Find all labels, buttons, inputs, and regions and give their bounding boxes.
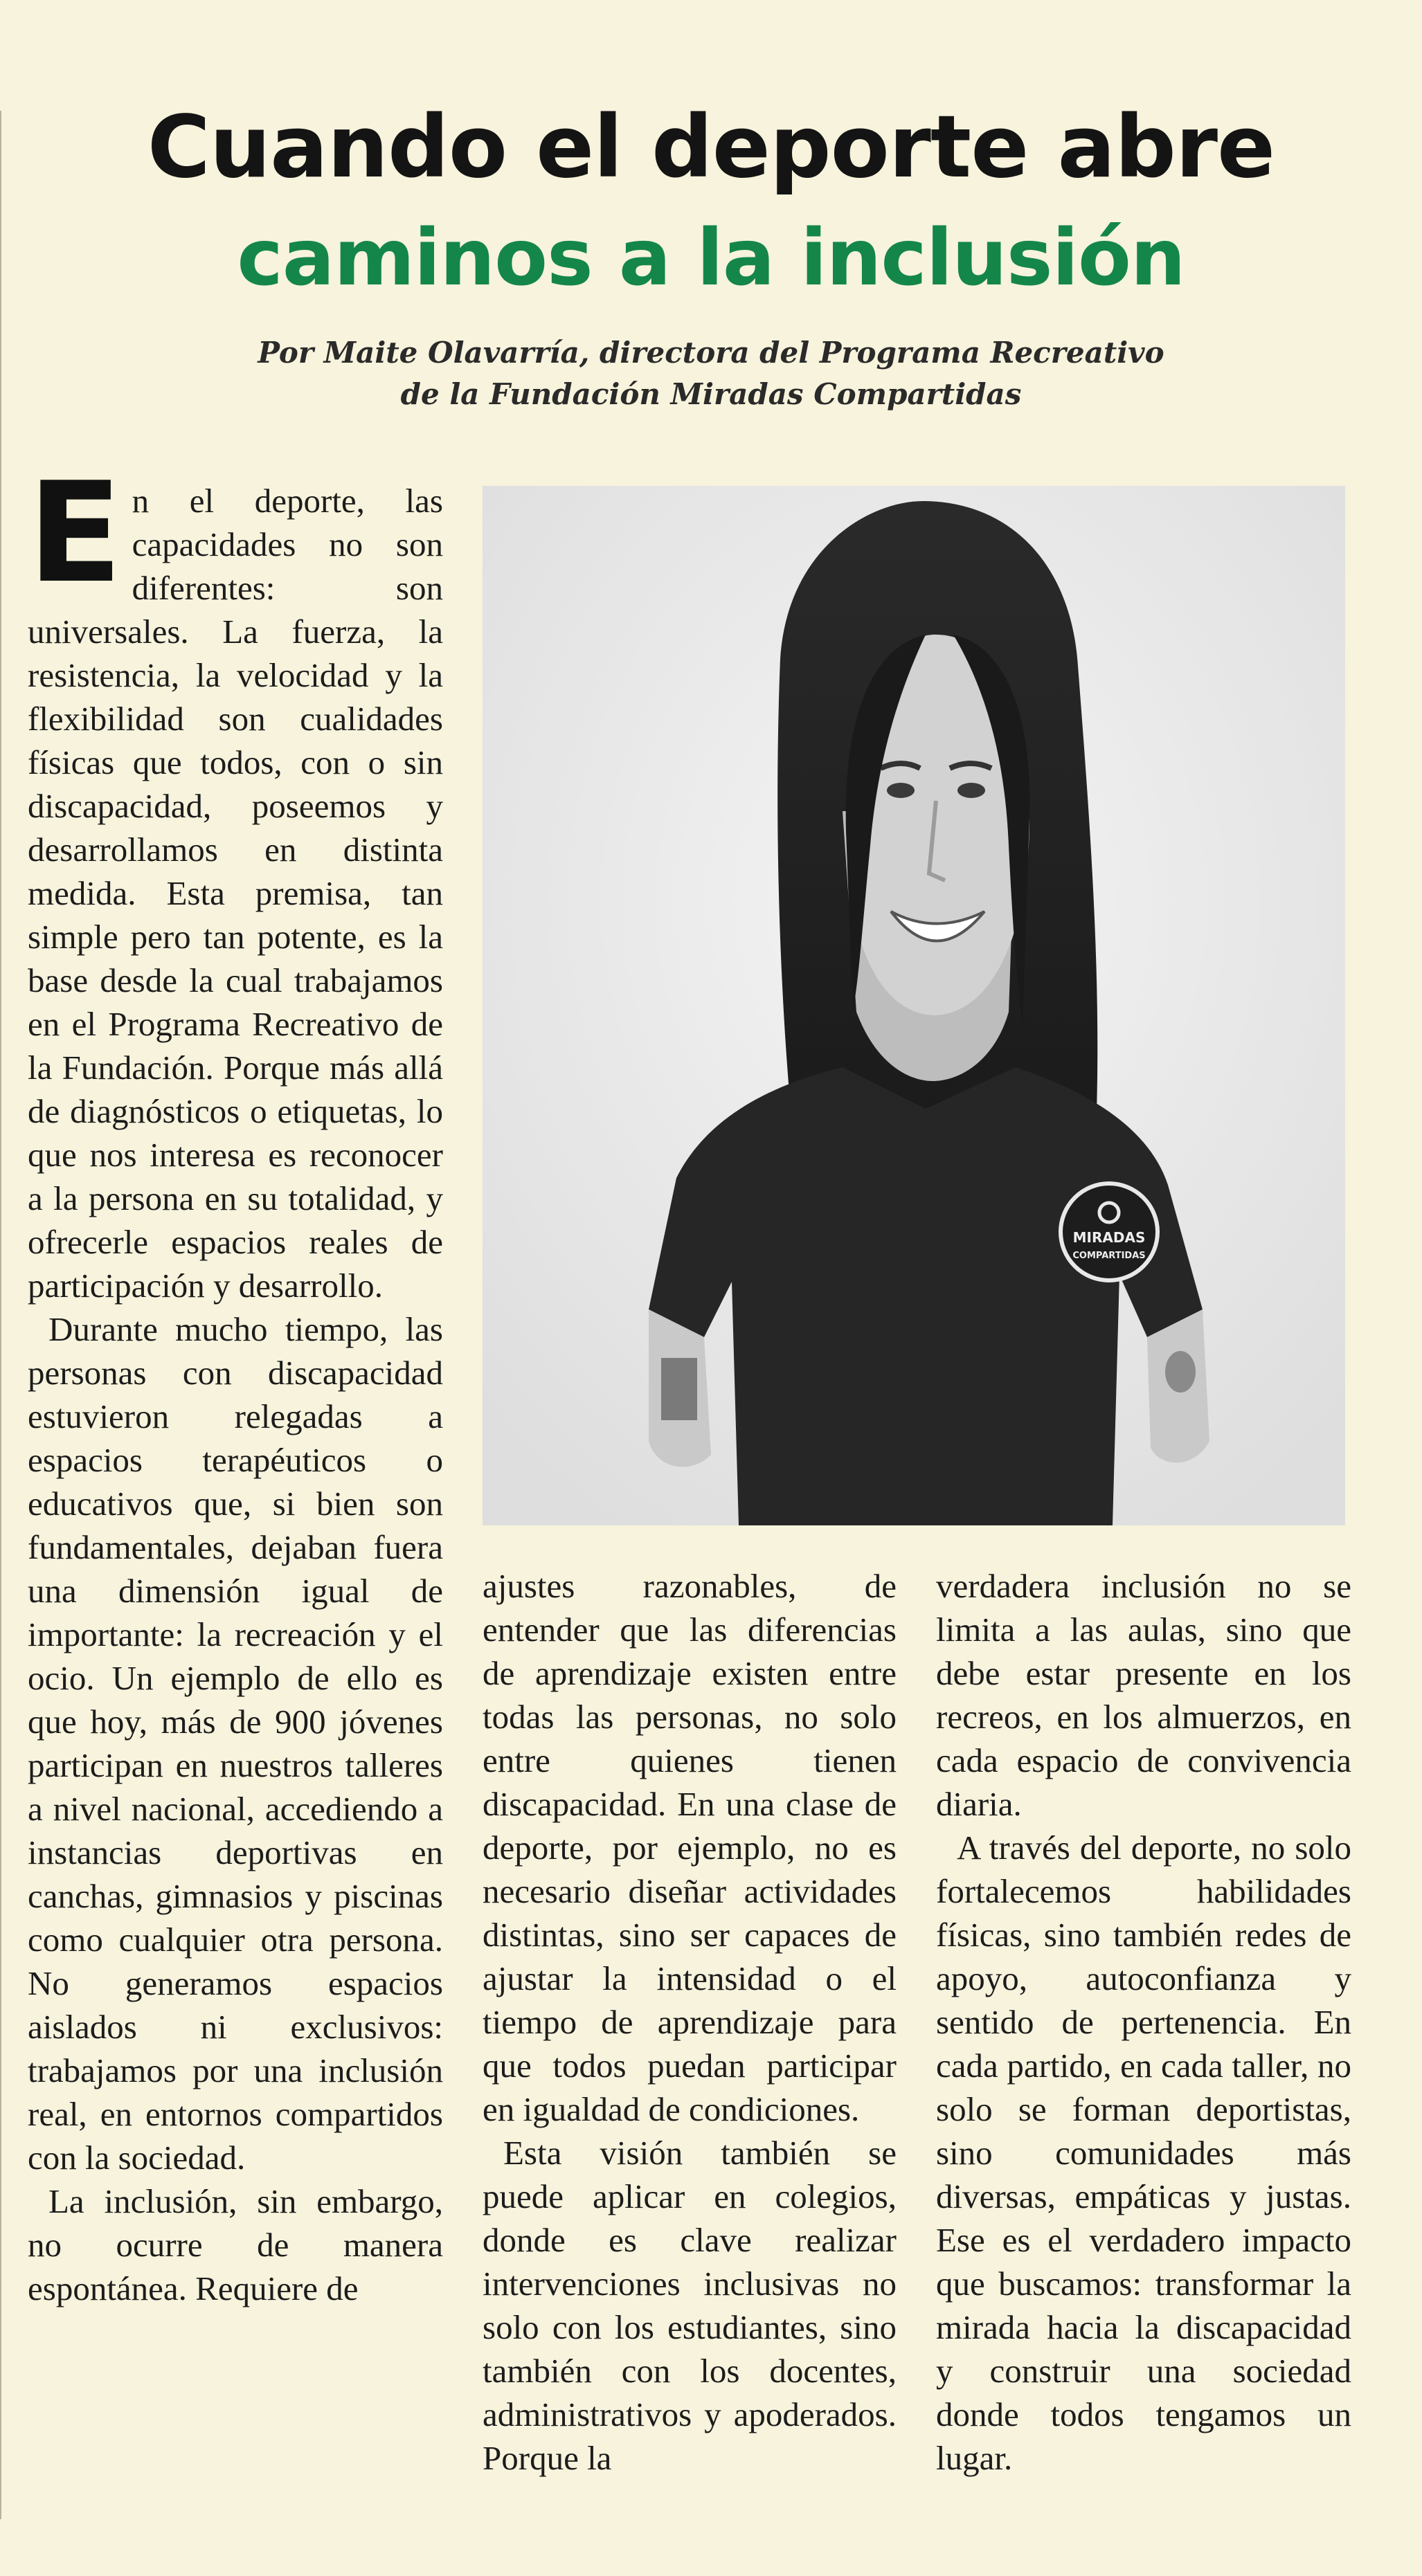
shirt-logo-line-2: COMPARTIDAS xyxy=(1072,1251,1146,1261)
byline-line-1: Por Maite Olavarría, directora del Programa Recreativo xyxy=(258,336,1164,370)
portrait-illustration xyxy=(483,486,1345,1525)
article-column-3 xyxy=(936,1564,1351,2480)
article-column-2 xyxy=(483,1564,897,2480)
paragraph: verdadera inclusión no se limita a las aulas, sino que debe estar presente en los recreos, en los almuerzos, en cada espacio de convivencia diaria. xyxy=(936,1567,1351,1823)
paragraph: A través del deporte, no solo fortalecemos habilidades físicas, sino también redes de apoyo, autoconfianza y sentido de pertenencia. En cada partido, en cada taller, no solo se forman deportistas, sino comunidades más diversas, empáticas y justas. Ese es el verdadero impacto que buscamos: transformar la mirada hacia la discapacidad y construir una sociedad donde todos tengamos un lugar. xyxy=(936,1829,1351,2477)
article-column-1 xyxy=(28,453,443,2310)
paragraph: ajustes razonables, de entender que las diferencias de aprendizaje existen entre todas las personas, no solo entre quienes tienen discapacidad. En una clase de deporte, por ejemplo, no es necesario diseñar actividades distintas, sino ser capaces de ajustar la intensidad o el tiempo de aprendizaje para que todos puedan participar en igualdad de condiciones. xyxy=(483,1567,897,2128)
headline-line-2: caminos a la inclusión xyxy=(237,213,1185,303)
drop-cap: E xyxy=(28,453,123,614)
headline-line-1: Cuando el deporte abre xyxy=(147,98,1275,197)
paragraph-intro xyxy=(28,453,443,1307)
paragraph: Durante mucho tiempo, las personas con discapacidad estuvieron relegadas a espacios terapéuticos o educativos que, si bien son fundamentales, dejaban fuera una dimensión igual de importante: la recreación y el ocio. Un ejemplo de ello es que hoy, más de 900 jóvenes participan en nuestros talleres a nivel nacional, accediendo a instancias deportivas en canchas, gimnasios y piscinas como cualquier otra persona. No generamos espacios aislados ni exclusivos: trabajamos por una inclusión real, en entornos compartidos con la sociedad. xyxy=(28,1310,443,2177)
shirt-logo-line-1: MIRADAS xyxy=(1072,1229,1146,1246)
paragraph: La inclusión, sin embargo, no ocurre de manera espontánea. Requiere de xyxy=(28,2182,443,2307)
byline-line-2: de la Fundación Miradas Compartidas xyxy=(400,377,1022,411)
paragraph: Esta visión también se puede aplicar en colegios, donde es clave realizar intervenciones inclusivas no solo con los estudiantes, sino también con los docentes, administrativos y apoderados. Porque la xyxy=(483,2134,897,2477)
paragraph-intro-text: n el deporte, las capacidades no son diferentes: son universales. La fuerza, la resistencia, la velocidad y la flexibilidad son cualidades físicas que todos, con o sin discapacidad, poseemos y desarrollamos en distinta medida. Esta premisa, tan simple pero tan potente, es la base desde la cual trabajamos en el Programa Recreativo de la Fundación. Porque más allá de diagnósticos o etiquetas, lo que nos interesa es reconocer a la persona en su totalidad, y ofrecerle espacios reales de participación y desarrollo. xyxy=(28,482,443,1305)
portrait-photo xyxy=(483,486,1345,1525)
byline xyxy=(0,332,1422,415)
page-edge-rule xyxy=(0,111,1,2519)
